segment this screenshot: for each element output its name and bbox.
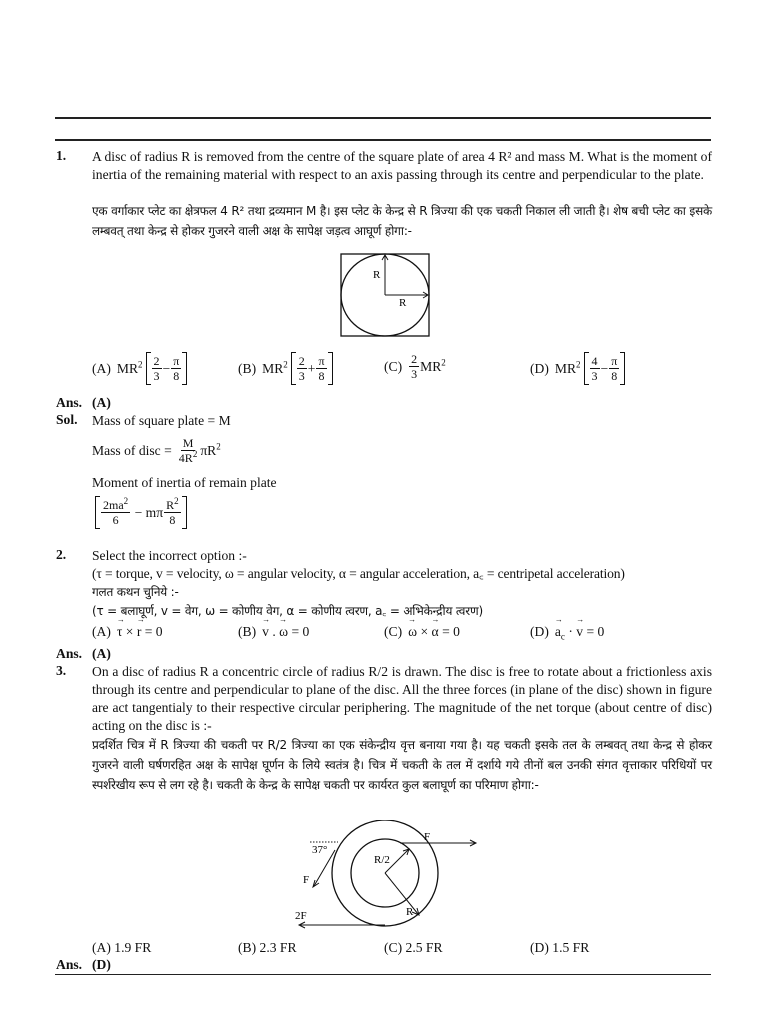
question-3-answer-label: Ans. bbox=[56, 957, 83, 972]
question-2-symbols-english: (τ = torque, v = velocity, ω = angular velocity, α = angular acceleration, a꜀ = centripetal acceleration) bbox=[92, 566, 625, 581]
question-1-figure bbox=[336, 250, 436, 340]
question-2-option-b: (B) → v . → ω = 0 bbox=[238, 624, 309, 640]
option-c-label: (C) bbox=[384, 624, 403, 639]
question-3-text-hindi: प्रदर्शित चित्र में R त्रिज्या की चकती पर R/2 त्रिज्या का एक संकेन्द्रीय वृत्त बनाया गया है। यह चकती इसके तल के लम्बवत् तथा केन्द्र से होकर गुजरने वाली घर्षणरहित अक्ष के सापेक्ष घूर्णन के लिये स्वतंत्र है। चित्र में चकती के तल में दर्शाये गये तीनों बल उनकी संगत वृत्ताकार परिधियों पर स्पर्शरेखीय रूप से लग रहे है। चकती के केन्द्र के सापेक्ष चकती पर कार्यरत कुल बलाघूर्ण का परिमाण होगा:- bbox=[92, 738, 712, 792]
option-a-label: (A) bbox=[92, 624, 111, 639]
figure-1-radius-label-horizontal: R bbox=[399, 297, 407, 309]
question-3-option-c: (C) 2.5 FR bbox=[384, 940, 443, 955]
question-3-option-a: (A) 1.9 FR bbox=[92, 940, 152, 955]
question-2-number: 2. bbox=[56, 547, 67, 562]
figure-3-force-bottom-label: 2F bbox=[295, 910, 307, 922]
solution-line-3: Moment of inertia of remain plate bbox=[92, 475, 277, 490]
question-3-option-d: (D) 1.5 FR bbox=[530, 940, 590, 955]
option-b-label: (B) bbox=[238, 624, 257, 639]
question-2-symbols-hindi: (τ = बलाघूर्ण, v = वेग, ω = कोणीय वेग, α = कोणीय त्वरण, a꜀ = अभिकेन्द्रीय त्वरण) bbox=[92, 604, 483, 618]
second-rule bbox=[55, 139, 711, 141]
question-1-answer-label: Ans. bbox=[56, 395, 83, 410]
question-1-answer: (A) bbox=[92, 395, 111, 410]
question-2-text-hindi: गलत कथन चुनिये :- bbox=[92, 585, 179, 599]
figure-3-inner-radius-label: R/2 bbox=[374, 854, 390, 866]
question-1-option-a: (A) $MR^2$ $\frac{2}{3}$ − $\frac{\pi}{8}$ bbox=[92, 352, 187, 385]
option-d-label: (D) bbox=[530, 360, 549, 376]
question-2-answer-label: Ans. bbox=[56, 646, 83, 661]
question-3-option-b: (B) 2.3 FR bbox=[238, 940, 297, 955]
option-a-label: (A) bbox=[92, 360, 111, 376]
question-1-option-c: (C) $\frac{2}{3}$ $MR^2$ bbox=[384, 352, 446, 381]
question-1-solution-label: Sol. bbox=[56, 412, 78, 427]
solution-mass-of-disc-label: Mass of disc = bbox=[92, 442, 172, 458]
solution-line-1: Mass of square plate = M bbox=[92, 413, 231, 428]
top-rule bbox=[55, 117, 711, 119]
question-1-text-english: A disc of radius R is removed from the centre of the square plate of area 4 R² and mass M. What is the moment of inertia of the remaining material with respect to an axis passing through its centre and perpendicular to the plate. bbox=[92, 149, 712, 182]
solution-line-2: Mass of disc = $\frac{M}{4R^2}$ $\pi R^2$ bbox=[92, 436, 221, 465]
figure-1-radius-label-vertical: R bbox=[373, 269, 381, 281]
option-b-label: (B) bbox=[238, 360, 257, 376]
question-1-text-hindi: एक वर्गाकार प्लेट का क्षेत्रफल 4 R² तथा द्रव्यमान M है। इस प्लेट के केन्द्र से R त्रिज्या की एक चकती निकाल ली जाती है। शेष बची प्लेट का इसके लम्बवत् तथा केन्द्र से होकर गुजरने वाली अक्ष के सापेक्ष जड़त्व आघूर्ण होगा:- bbox=[92, 204, 712, 238]
question-2-option-d: (D) → $a_c$ · → v = 0 bbox=[530, 624, 604, 640]
question-3-text-english: On a disc of radius R a concentric circle of radius R/2 is drawn. The disc is free to rotate about a frictionless axis through its centre and perpendicular to plane of the disc. All the three forces (in plane of the disc) shown in figure are act tangentialy to their respective circular periphering. The magnitude of the net torque (about centre of disc) acting on the disc is :- bbox=[92, 664, 712, 733]
solution-formula: $\frac{2ma^2}{6}$ − mπ $\frac{R^2}{8}$ bbox=[92, 496, 187, 529]
figure-3-angle-label: 37° bbox=[312, 844, 328, 856]
question-2-answer: (A) bbox=[92, 646, 111, 661]
question-1-number: 1. bbox=[56, 148, 67, 163]
question-2-option-c: (C) → ω × → α = 0 bbox=[384, 624, 460, 640]
bottom-rule bbox=[55, 974, 711, 975]
figure-3-outer-radius-label: R bbox=[406, 906, 414, 918]
question-3-answer: (D) bbox=[92, 957, 111, 972]
question-3-number: 3. bbox=[56, 663, 67, 678]
question-2-text-english: Select the incorrect option :- bbox=[92, 548, 247, 563]
option-d-label: (D) bbox=[530, 624, 549, 639]
question-1-option-d: (D) $MR^2$ $\frac{4}{3}$ − $\frac{\pi}{8}$ bbox=[530, 352, 625, 385]
figure-3-force-left-label: F bbox=[303, 874, 310, 886]
option-c-label: (C) bbox=[384, 358, 403, 374]
figure-3-force-top-label: F bbox=[424, 831, 431, 843]
question-1-option-b: (B) $MR^2$ $\frac{2}{3}$ + $\frac{\pi}{8}$ bbox=[238, 352, 333, 385]
question-3-figure bbox=[290, 820, 490, 932]
question-2-option-a: (A) → τ × → r = 0 bbox=[92, 624, 163, 640]
